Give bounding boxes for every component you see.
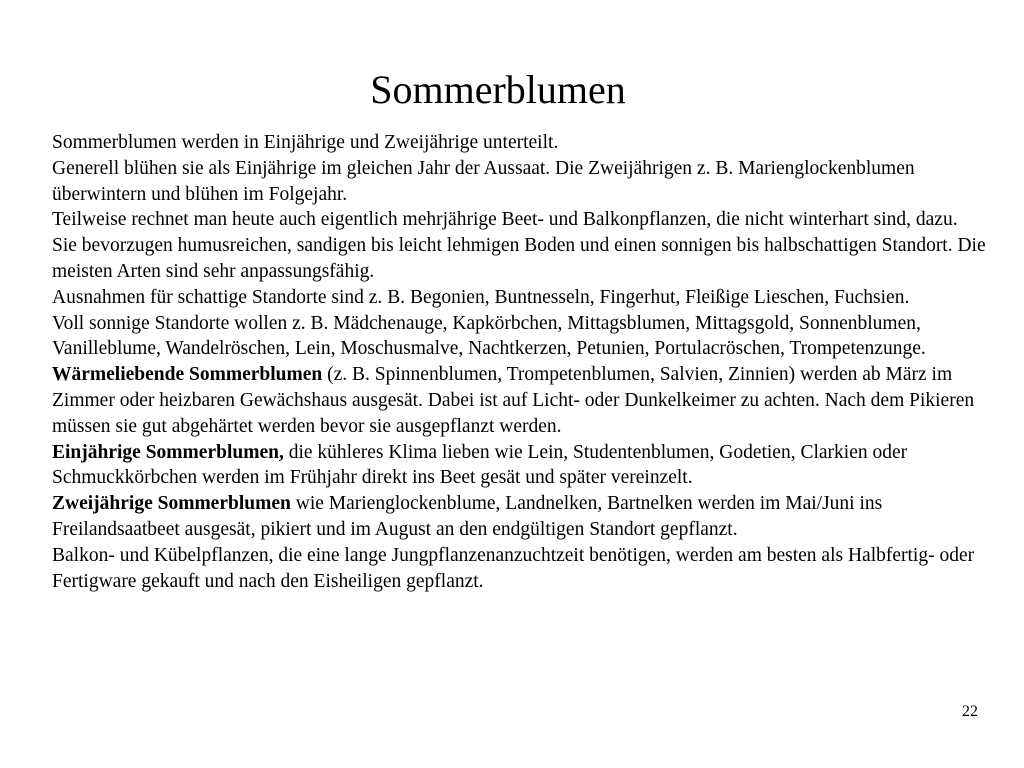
paragraph-text: Ausnahmen für schattige Standorte sind z. B. Begonien, Buntnesseln, Fingerhut, Fleißige Lieschen, Fuchsien.: [52, 286, 910, 308]
paragraph-bloom-time: [52, 156, 992, 208]
paragraph-text: Sommerblumen werden in Einjährige und Zweijährige unterteilt.: [52, 132, 559, 153]
slide-title: Sommerblumen: [370, 67, 626, 112]
paragraph-text: (z. B. Spinnenblumen, Trompetenblumen, Salvien, Zinnien) werden ab März im Zimmer oder heizbaren Gewächshaus ausgesät. Dabei ist auf Licht- oder Dunkelkeimer zu achten. Nach dem Pikieren müssen sie gut abgehärtet werden bevor sie ausgepflanzt werden.: [52, 364, 975, 437]
paragraph-biennials: [52, 491, 992, 543]
paragraph-bold-term: Zweijährige Sommerblumen: [52, 493, 291, 515]
paragraph-text: Balkon- und Kübelpflanzen, die eine lange Jungpflanzenanzuchtzeit benötigen, werden am besten als Halbfertig- oder Fertigware gekauft und nach den Eisheiligen gepflanzt.: [52, 544, 975, 592]
paragraph-text: Sie bevorzugen humusreichen, sandigen bis leicht lehmigen Boden und einen sonnigen bis halbschattigen Standort. Die meisten Arten sind sehr anpassungsfähig.: [52, 235, 986, 282]
paragraph-bold-term: Wärmeliebende Sommerblumen: [52, 364, 323, 386]
paragraph-text: wie Marienglockenblume, Landnelken, Bartnelken werden im Mai/Juni ins Freilandsaatbeet ausgesät, pikiert und im August an den endgültigen Standort gepflanzt.: [52, 493, 883, 540]
slide-body: [52, 130, 992, 594]
paragraph-text: die kühleres Klima lieben wie Lein, Studentenblumen, Godetien, Clarkien oder Schmuckkörbchen werden im Frühjahr direkt ins Beet gesät und später vereinzelt.: [52, 441, 908, 489]
paragraph-balcony-plants: [52, 543, 992, 595]
paragraph-bold-term: Einjährige Sommerblumen,: [52, 441, 284, 463]
paragraph-text: Voll sonnige Standorte wollen z. B. Mädchenauge, Kapkörbchen, Mittagsblumen, Mittagsgold, Sonnenblumen, Vanilleblume, Wandelröschen, Lein, Moschusmalve, Nachtkerzen, Petunien, Portulacröschen, Trompetenzunge.: [52, 312, 926, 360]
paragraph-soil: [52, 233, 992, 285]
slide-number: 22: [962, 703, 978, 720]
paragraph-text: Teilweise rechnet man heute auch eigentlich mehrjährige Beet- und Balkonpflanzen, die nicht winterhart sind, dazu.: [52, 209, 958, 231]
paragraph-shade: [52, 285, 992, 311]
paragraph-intro: [52, 130, 992, 156]
paragraph-full-sun: [52, 311, 992, 363]
paragraph-warmth-loving: [52, 362, 992, 439]
paragraph-text: Generell blühen sie als Einjährige im gleichen Jahr der Aussaat. Die Zweijährigen z. B. Marienglockenblumen überwintern und blühen im Folgejahr.: [52, 157, 915, 205]
paragraph-annuals: [52, 440, 992, 492]
paragraph-perennials: [52, 207, 992, 233]
